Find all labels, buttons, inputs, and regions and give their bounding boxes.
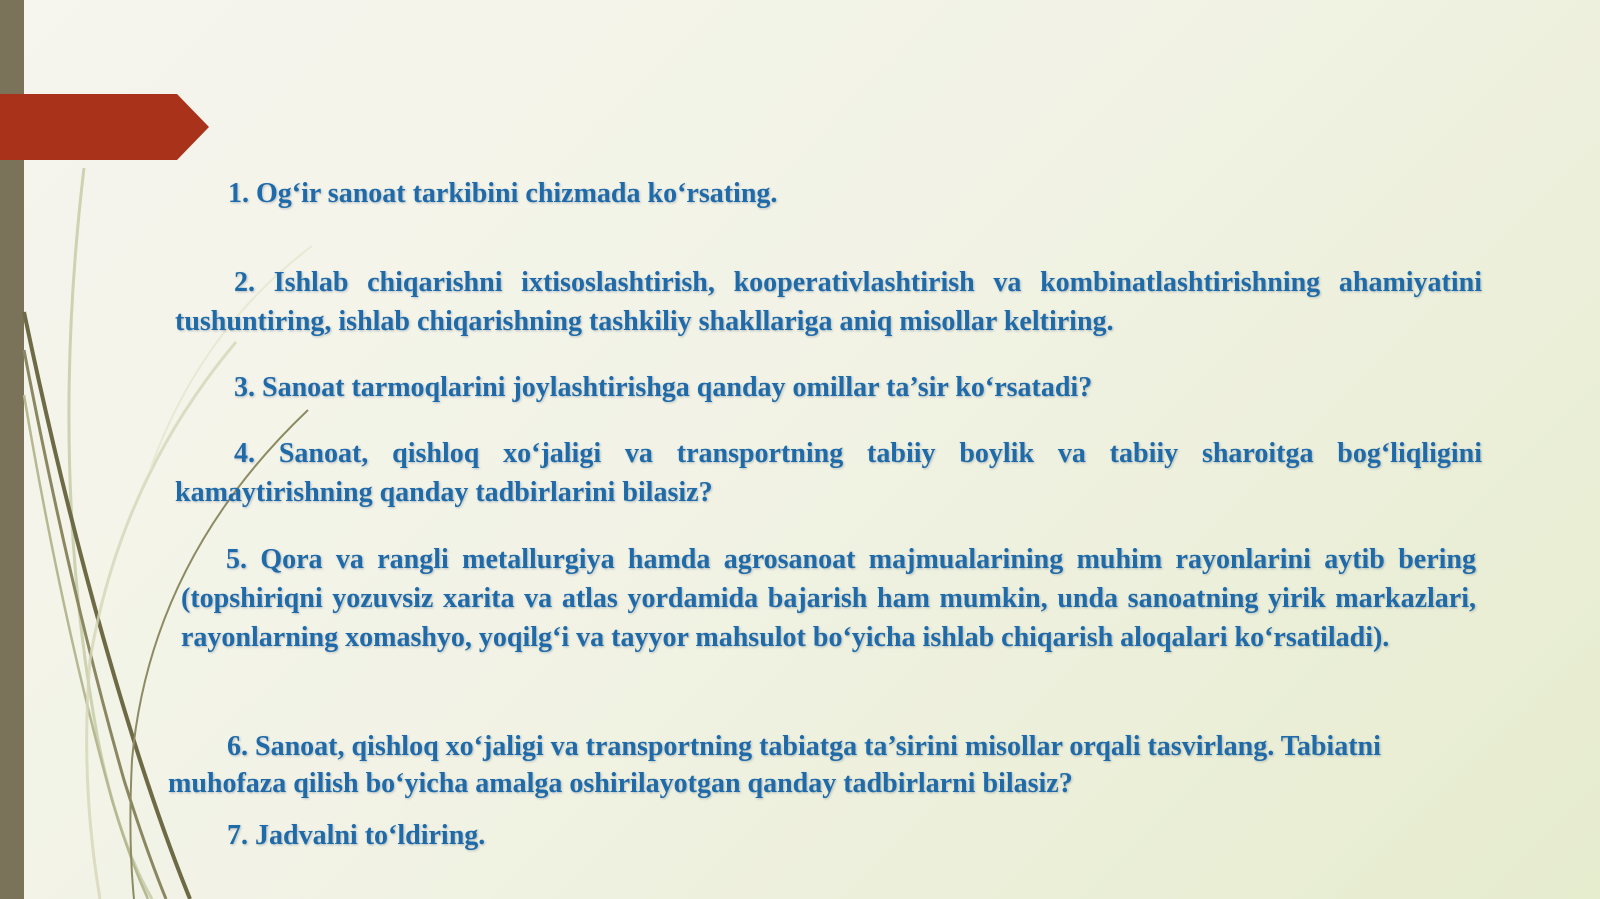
- question-7: 7. Jadvalni to‘ldiring.: [227, 820, 486, 851]
- question-3: 3. Sanoat tarmoqlarini joylashtirishga qanday omillar ta’sir ko‘rsatadi?: [234, 372, 1093, 403]
- question-1: 1. Og‘ir sanoat tarkibini chizmada ko‘rsating.: [228, 178, 778, 209]
- question-4: 4. Sanoat, qishloq xo‘jaligi va transportning tabiiy boylik va tabiiy sharoitga bog‘liqligini kamaytirishning qanday tadbirlarini bilasiz?: [175, 438, 1482, 508]
- question-2: 2. Ishlab chiqarishni ixtisoslashtirish, kooperativlashtirish va kombinatlashtirishning ahamiyatini tushuntiring, ishlab chiqarishning tashkiliy shakllariga aniq misollar keltiring.: [175, 267, 1482, 337]
- question-6: 6. Sanoat, qishloq xo‘jaligi va transportning tabiatga ta’sirini misollar orqali tasvirlang. Tabiatni muhofaza qilish bo‘yicha amalga oshirilayotgan qanday tadbirlarni bilasiz?: [168, 731, 1381, 799]
- red-arrow-tab: [0, 94, 210, 160]
- question-5: 5. Qora va rangli metallurgiya hamda agrosanoat majmualarining muhim rayonlarini aytib bering (topshiriqni yozuvsiz xarita va atlas yordamida bajarish ham mumkin, unda sanoatning yirik markazlari, rayonlarning xomashyo, yoqilg‘i va tayyor mahsulot bo‘yicha ishlab chiqarish aloqalari ko‘rsatiladi).: [181, 544, 1476, 653]
